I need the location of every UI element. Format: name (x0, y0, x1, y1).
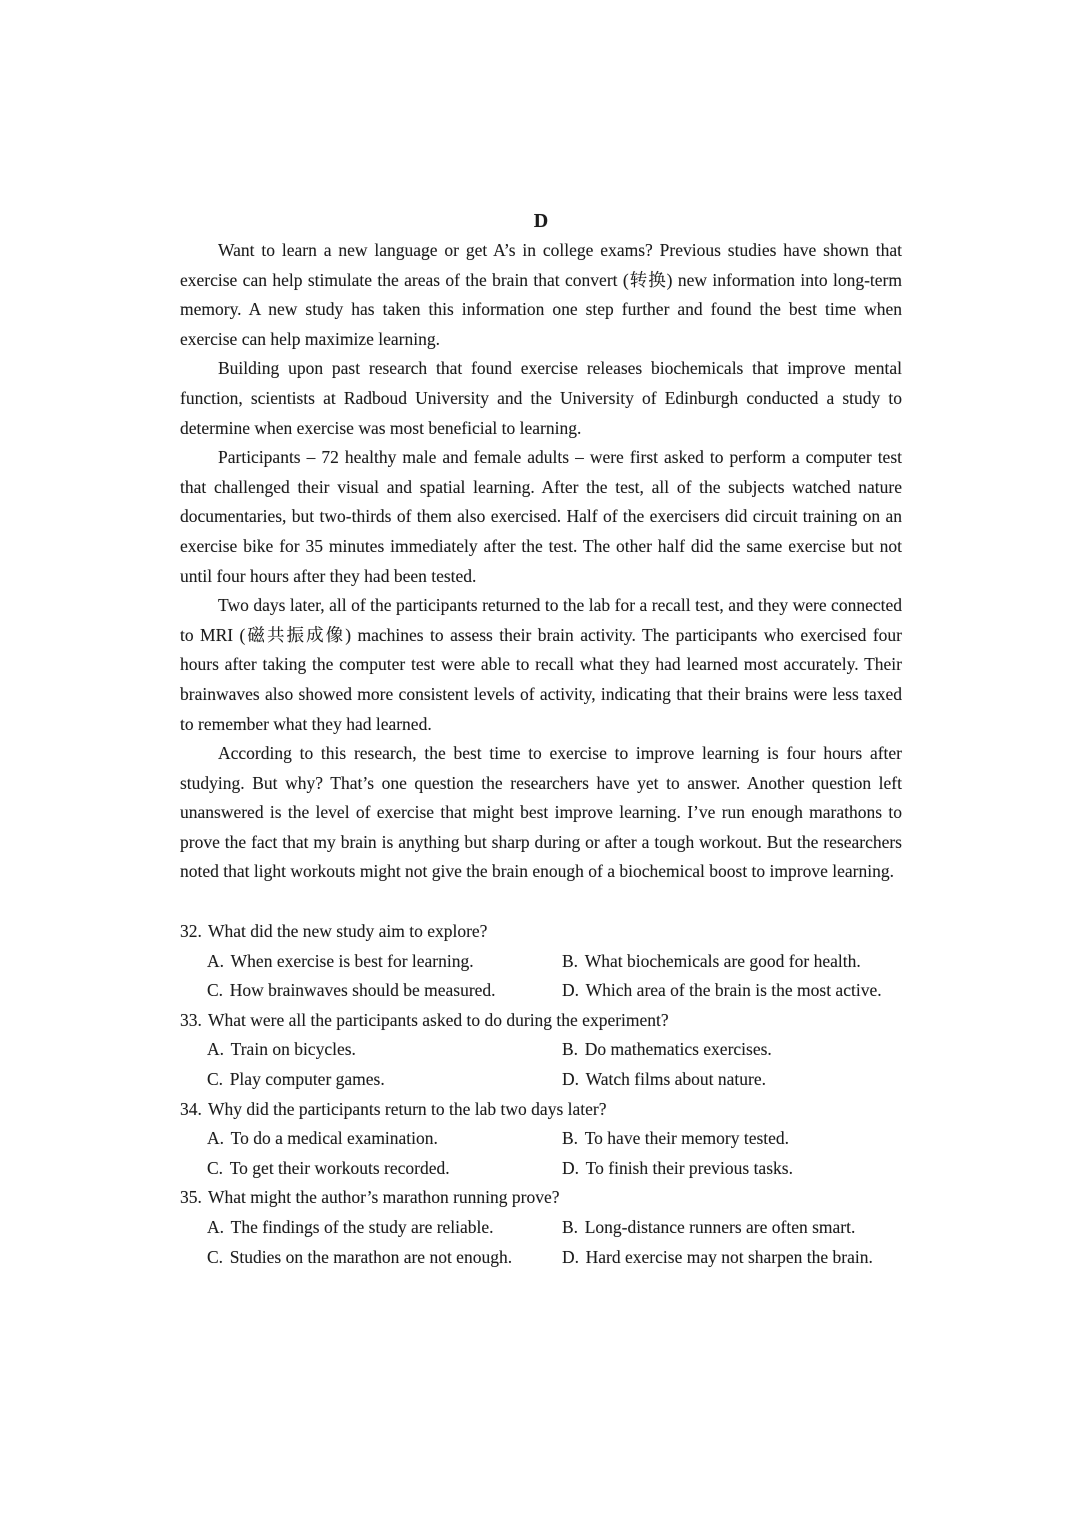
option-d (562, 1065, 902, 1095)
question-text: What were all the participants asked to do during the experiment? (208, 1009, 669, 1030)
option-text: Play computer games. (229, 1069, 385, 1090)
option-text: What biochemicals are good for health. (584, 950, 861, 971)
question-text-line (180, 1183, 902, 1213)
option-label: B. (562, 1128, 579, 1149)
question-text-line (180, 917, 902, 947)
option-label: D. (562, 1069, 580, 1090)
option-label: B. (562, 1217, 579, 1237)
question-35 (180, 1183, 902, 1272)
option-text: Do mathematics exercises. (584, 1039, 772, 1060)
option-d (562, 976, 902, 1006)
question-number: 32. (180, 921, 202, 942)
option-a (207, 1035, 562, 1065)
option-text: Long-distance runners are often smart. (584, 1217, 856, 1237)
question-text: What might the author’s marathon running prove? (208, 1187, 560, 1208)
option-label: A. (207, 1217, 225, 1237)
option-text: Which area of the brain is the most active. (585, 980, 882, 1001)
option-text: Watch films about nature. (585, 1069, 766, 1090)
options-grid (180, 1035, 902, 1094)
question-text-line (180, 1006, 902, 1036)
option-c (207, 976, 562, 1006)
option-label: C. (207, 980, 224, 1001)
option-b (562, 1213, 902, 1243)
option-a (207, 947, 562, 977)
option-b (562, 1124, 902, 1154)
question-number: 33. (180, 1009, 202, 1030)
option-d (562, 1154, 902, 1184)
option-d (562, 1243, 902, 1273)
option-label: A. (207, 1128, 225, 1149)
section-heading: D (533, 210, 549, 232)
passage-paragraph: Participants – 72 healthy male and female adults – were first asked to perform a computer test that challenged their visual and spatial learning. After the test, all of the subjects watched nature documentaries, but two-thirds of them also exercised. Half of the exercisers did circuit training on an exercise bike for 35 minutes immediately after the test. The other half did the same exercise but not until four hours after they had been tested. (180, 447, 902, 586)
question-33 (180, 1006, 902, 1095)
option-b (562, 1035, 902, 1065)
option-text: To get their workouts recorded. (229, 1157, 450, 1178)
option-text: To have their memory tested. (584, 1128, 790, 1149)
question-34 (180, 1095, 902, 1184)
option-label: D. (562, 1157, 580, 1178)
option-label: A. (207, 1039, 225, 1060)
question-number: 34. (180, 1098, 202, 1119)
option-c (207, 1243, 562, 1273)
option-c (207, 1065, 562, 1095)
option-text: Hard exercise may not sharpen the brain. (585, 1246, 873, 1267)
option-label: C. (207, 1157, 224, 1178)
option-label: C. (207, 1069, 224, 1090)
passage (180, 236, 902, 887)
option-label: D. (562, 1246, 580, 1267)
option-text: The findings of the study are reliable. (230, 1217, 494, 1237)
passage-paragraph: According to this research, the best time to exercise to improve learning is four hours after studying. But why? That’s one question the researchers have yet to answer. Another question left unanswered is the level of exercise that might best improve learning. I’ve run enough marathons to prove the fact that my brain is anything but sharp during or after a tough workout. But the researchers noted that light workouts might not give the brain enough of a biochemical boost to improve learning. (180, 743, 902, 882)
option-label: C. (207, 1246, 224, 1267)
passage-paragraph: Two days later, all of the participants returned to the lab for a recall test, and they were connected to MRI (磁共振成像) machines to assess their brain activity. The participants who exercised four hours after taking the computer test were able to recall what they had learned most accurately. Their brainwaves also showed more consistent levels of activity, indicating that their brains were less taxed to remember what they had learned. (180, 595, 902, 734)
option-label: A. (207, 950, 225, 971)
question-number: 35. (180, 1187, 202, 1208)
option-label: B. (562, 950, 579, 971)
passage-paragraph: Building upon past research that found exercise releases biochemicals that improve mental function, scientists at Radboud University and the University of Edinburgh conducted a study to determine when exercise was most beneficial to learning. (180, 358, 902, 438)
passage-paragraph: Want to learn a new language or get A’s in college exams? Previous studies have shown that exercise can help stimulate the areas of the brain that convert (转换) new information into long-term memory. A new study has taken this information one step further and found the best time when exercise can help maximize learning. (180, 240, 902, 349)
questions-section (180, 917, 902, 1272)
option-label: B. (562, 1039, 579, 1060)
reading-passage-section (180, 206, 902, 1272)
option-text: To do a medical examination. (230, 1128, 438, 1149)
question-text-line (180, 1095, 902, 1125)
option-text: Train on bicycles. (230, 1039, 356, 1060)
option-text: Studies on the marathon are not enough. (229, 1246, 513, 1267)
options-grid (180, 1124, 902, 1183)
option-c (207, 1154, 562, 1184)
option-text: To finish their previous tasks. (585, 1157, 793, 1178)
question-32 (180, 917, 902, 1006)
question-text: What did the new study aim to explore? (208, 921, 488, 942)
option-label: D. (562, 980, 580, 1001)
options-grid (180, 1213, 902, 1272)
option-b (562, 947, 902, 977)
option-a (207, 1124, 562, 1154)
question-text: Why did the participants return to the lab two days later? (208, 1098, 607, 1119)
option-text: When exercise is best for learning. (230, 950, 474, 971)
option-a (207, 1213, 562, 1243)
option-text: How brainwaves should be measured. (229, 980, 496, 1001)
options-grid (180, 947, 902, 1006)
